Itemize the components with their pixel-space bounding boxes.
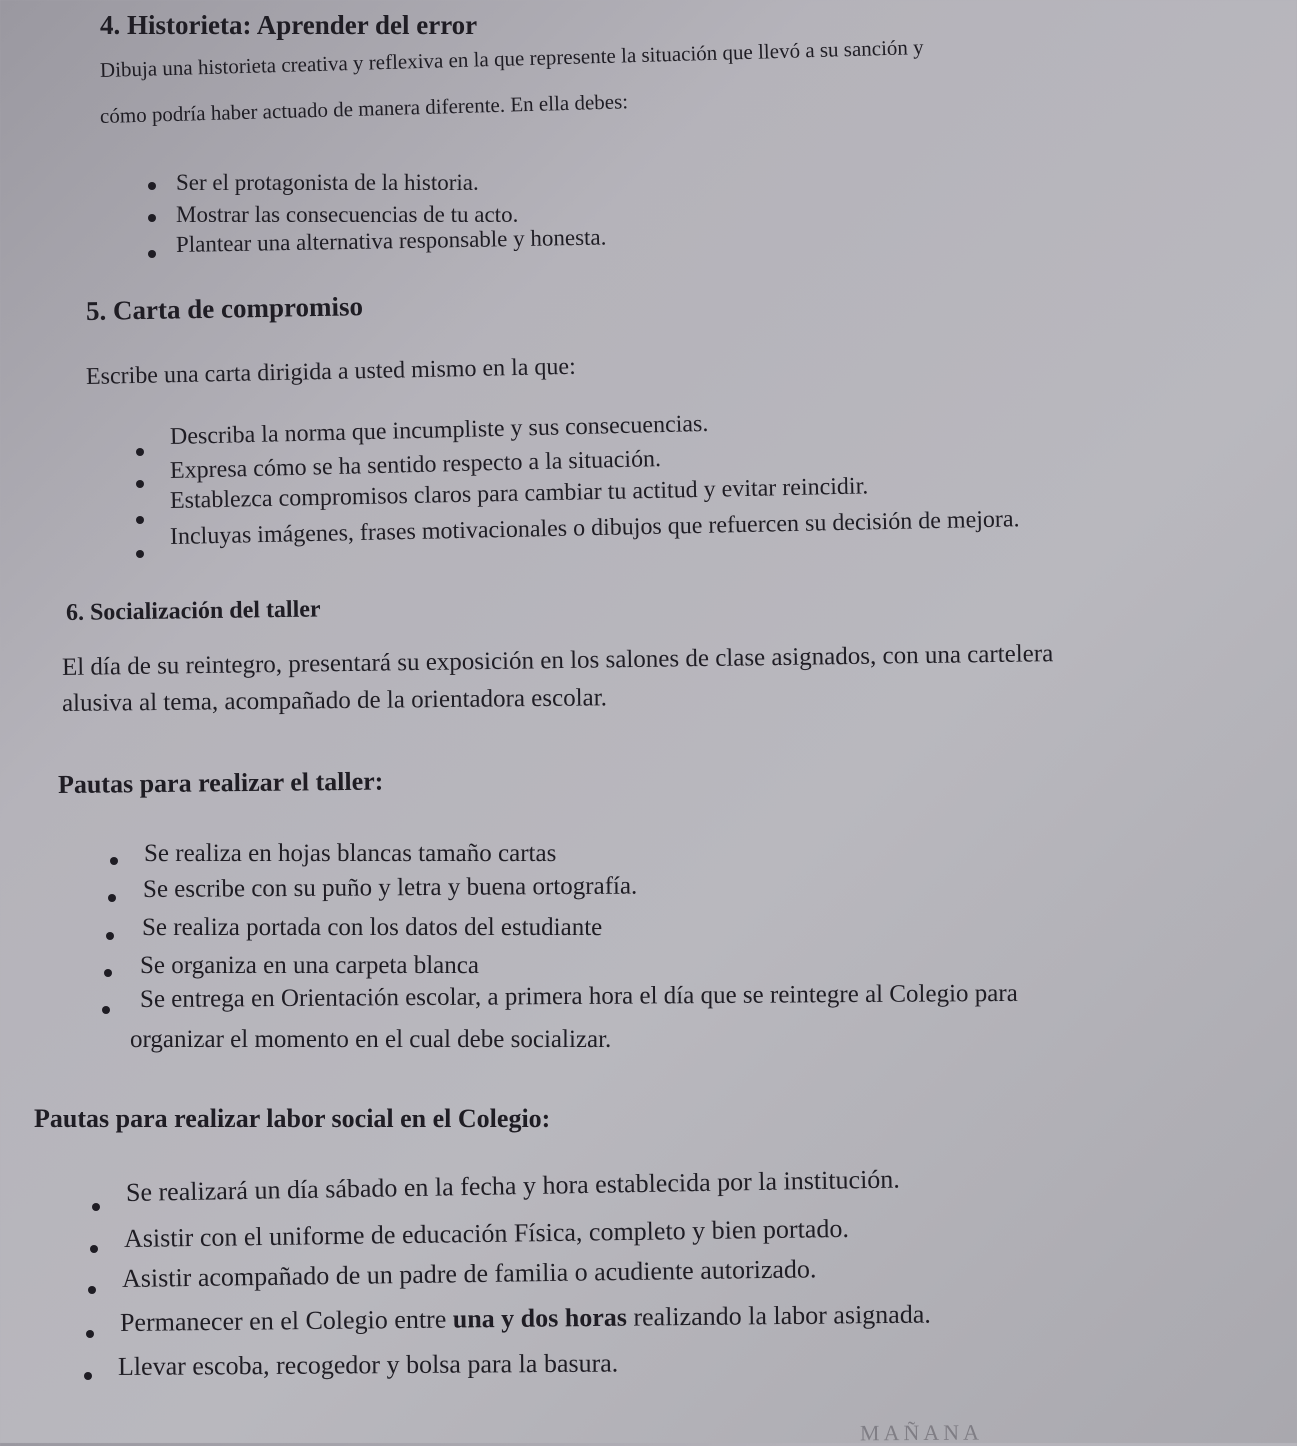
section-5-title: 5. Carta de compromiso <box>85 291 364 326</box>
pautas-taller-item: Se organiza en una carpeta blanca <box>140 952 479 979</box>
pautas-labor-item: Llevar escoba, recogedor y bolsa para la basura. <box>117 1348 619 1381</box>
bullet-icon <box>90 1245 98 1253</box>
section-4-title: 4. Historieta: Aprender del error <box>100 10 478 40</box>
bullet-icon <box>102 1006 110 1014</box>
bullet-icon <box>106 932 114 940</box>
bullet-icon <box>110 857 118 865</box>
pautas-taller-title: Pautas para realizar el taller: <box>57 766 384 799</box>
bullet-icon <box>136 448 144 456</box>
pautas-labor-item-4-bold: una y dos horas <box>452 1302 628 1334</box>
bullet-icon <box>136 516 144 524</box>
pautas-taller-item-continuation: organizar el momento en el cual debe socializar. <box>130 1026 612 1053</box>
section-4-item: Mostrar las consecuencias de tu acto. <box>176 202 519 227</box>
bleed-through-text: MAÑANA <box>859 1419 984 1446</box>
section-4-item: Ser el protagonista de la historia. <box>176 170 479 195</box>
pautas-taller-item: Se escribe con su puño y letra y buena ortografía. <box>142 872 638 903</box>
bullet-icon <box>148 250 156 258</box>
section-6-body-line-1: El día de su reintegro, presentará su exposición en los salones de clase asignados, con una cartelera <box>61 640 1054 681</box>
section-5-item: Expresa cómo se ha sentido respecto a la situación. <box>169 446 662 484</box>
pautas-labor-item-4-prefix: Permanecer en el Colegio entre <box>119 1304 453 1337</box>
pautas-labor-item: Se realizará un día sábado en la fecha y hora establecida por la institución. <box>125 1164 901 1207</box>
section-6-title: 6. Socialización del taller <box>65 596 321 626</box>
bullet-icon <box>108 894 116 902</box>
bullet-icon <box>148 214 156 222</box>
bullet-icon <box>92 1203 100 1211</box>
pautas-labor-item-4-suffix: realizando la labor asignada. <box>626 1299 931 1332</box>
section-4-intro-line-2: cómo podría haber actuado de manera diferente. En ella debes: <box>99 89 629 128</box>
pautas-labor-item: Asistir acompañado de un padre de familia o acudiente autorizado. <box>121 1254 817 1293</box>
bullet-icon <box>84 1372 92 1380</box>
section-4-item: Plantear una alternativa responsable y honesta. <box>175 224 607 257</box>
section-5-item: Describa la norma que incumpliste y sus consecuencias. <box>169 410 709 450</box>
section-5-intro: Escribe una carta dirigida a usted mismo en la que: <box>85 353 576 390</box>
section-5-item: Establezca compromisos claros para cambiar tu actitud y evitar reincidir. <box>169 473 869 514</box>
pautas-labor-item <box>120 1300 931 1338</box>
bullet-icon <box>88 1286 96 1294</box>
pautas-taller-item: Se realiza en hojas blancas tamaño cartas <box>144 840 557 867</box>
section-6-body-line-2: alusiva al tema, acompañado de la orientadora escolar. <box>61 684 608 717</box>
pautas-labor-title: Pautas para realizar labor social en el Colegio: <box>34 1104 551 1133</box>
section-4-intro-line-1: Dibuja una historieta creativa y reflexiva en la que represente la situación que llevó a su sanción y <box>99 34 924 82</box>
pautas-taller-item: Se entrega en Orientación escolar, a primera hora el día que se reintegre al Colegio para <box>139 979 1018 1013</box>
bullet-icon <box>148 182 156 190</box>
bullet-icon <box>136 480 144 488</box>
section-5-item: Incluyas imágenes, frases motivacionales o dibujos que refuercen su decisión de mejora. <box>169 506 1020 550</box>
bullet-icon <box>86 1330 94 1338</box>
bullet-icon <box>104 969 112 977</box>
pautas-labor-item: Asistir con el uniforme de educación Física, completo y bien portado. <box>123 1213 850 1253</box>
pautas-taller-item: Se realiza portada con los datos del estudiante <box>142 914 603 941</box>
bullet-icon <box>136 550 144 558</box>
